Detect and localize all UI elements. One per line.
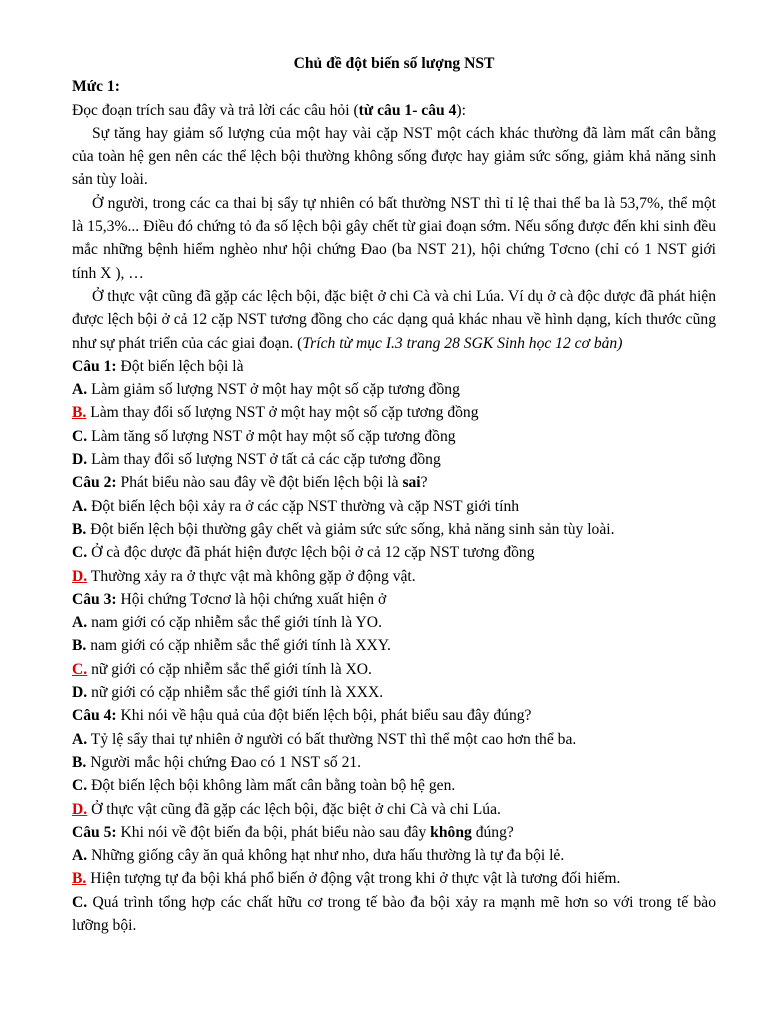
correct-answer-marker: D. <box>72 800 88 818</box>
instructions: Đọc đoạn trích sau đây và trả lời các câu hỏi (từ câu 1- câu 4): <box>72 101 466 119</box>
q5-option-a: A. Những giống cây ăn quả không hạt như nho, dưa hấu thường là tự đa bội lẻ. <box>72 847 565 865</box>
passage-paragraph-1: Sự tăng hay giảm số lượng của một hay vài cặp NST một cách khác thường đã làm mất cân bằng của toàn hệ gen nên các thể lệch bội thường không sống được hay giảm sức sống, giảm khả năng sinh sản tùy loài. <box>72 124 716 189</box>
q4-option-d: D. Ở thực vật cũng đã gặp các lệch bội, đặc biệt ở chi Cà và chi Lúa. <box>72 800 501 818</box>
q2-option-d: D. Thường xảy ra ở thực vật mà không gặp ở động vật. <box>72 567 416 585</box>
passage-paragraph-3: Ở thực vật cũng đã gặp các lệch bội, đặc biệt ở chi Cà và chi Lúa. Ví dụ ở cà độc dược đã phát hiện được lệch bội ở cả 12 cặp NST tương đồng cho các dạng quả khác nhau về hình dạng, kích thước cũng như sự phát triển của các giai đoạn. (Trích từ mục I.3 trang 28 SGK Sinh học 12 cơ bản) <box>72 287 716 352</box>
q2-option-a: A. Đột biến lệch bội xảy ra ở các cặp NST thường và cặp NST giới tính <box>72 497 520 515</box>
q3-option-d: D. nữ giới có cặp nhiễm sắc thể giới tính là XXX. <box>72 684 384 702</box>
q2-option-b: B. Đột biến lệch bội thường gây chết và giảm sức sức sống, khả năng sinh sản tùy loài. <box>72 520 615 538</box>
passage-paragraph-2: Ở người, trong các ca thai bị sẩy tự nhiên có bất thường NST thì tỉ lệ thai thể ba là 53,7%, thể một là 15,3%... Điều đó chứng tỏ đa số lệch bội gây chết từ giai đoạn sớm. Nếu sống được đến khi sinh đều mắc những bệnh hiểm nghèo như hội chứng Đao (ba NST 21), hội chứng Tơcno (chỉ có 1 NST giới tính X ), … <box>72 194 716 282</box>
q5-option-b: B. Hiện tượng tự đa bội khá phổ biến ở động vật trong khi ở thực vật là tương đối hiếm. <box>72 870 621 888</box>
q3-option-b: B. nam giới có cặp nhiễm sắc thể giới tính là XXY. <box>72 637 391 655</box>
correct-answer-marker: B. <box>72 870 87 888</box>
q3-option-a: A. nam giới có cặp nhiễm sắc thể giới tính là YO. <box>72 614 382 632</box>
q2-option-c: C. Ở cà độc dược đã phát hiện được lệch bội ở cả 12 cặp NST tương đồng <box>72 544 535 562</box>
question-5: Câu 5: Khi nói về đột biến đa bội, phát biểu nào sau đây không đúng? <box>72 823 514 841</box>
q4-option-b: B. Người mắc hội chứng Đao có 1 NST số 21. <box>72 753 362 771</box>
question-4: Câu 4: Khi nói về hậu quả của đột biến lệch bội, phát biểu sau đây đúng? <box>72 707 532 725</box>
question-3: Câu 3: Hội chứng Tơcnơ là hội chứng xuất hiện ở <box>72 590 387 608</box>
source-citation: Trích từ mục I.3 trang 28 SGK Sinh học 12 cơ bản) <box>302 334 623 352</box>
q1-option-b: B. Làm thay đổi số lượng NST ở một hay một số cặp tương đồng <box>72 404 479 422</box>
question-1: Câu 1: Đột biến lệch bội là <box>72 357 244 375</box>
q1-option-d: D. Làm thay đổi số lượng NST ở tất cả các cặp tương đồng <box>72 451 441 469</box>
question-2: Câu 2: Phát biểu nào sau đây về đột biến lệch bội là sai? <box>72 474 428 492</box>
q5-option-c: C. Quá trình tổng hợp các chất hữu cơ trong tế bào đa bội xảy ra mạnh mẽ hơn so với trong tế bào lưỡng bội. <box>72 893 716 934</box>
q4-option-c: C. Đột biến lệch bội không làm mất cân bằng toàn bộ hệ gen. <box>72 777 456 795</box>
document-title: Chủ đề đột biến số lượng NST <box>293 55 495 72</box>
level-heading: Mức 1: <box>72 78 120 96</box>
correct-answer-marker: D. <box>72 567 88 585</box>
q1-option-a: A. Làm giảm số lượng NST ở một hay một số cặp tương đồng <box>72 381 460 399</box>
q3-option-c: C. nữ giới có cặp nhiễm sắc thể giới tính là XO. <box>72 660 372 678</box>
q4-option-a: A. Tỷ lệ sẩy thai tự nhiên ở người có bất thường NST thì thể một cao hơn thể ba. <box>72 730 577 748</box>
document-page <box>72 52 716 937</box>
q1-option-c: C. Làm tăng số lượng NST ở một hay một số cặp tương đồng <box>72 427 456 445</box>
correct-answer-marker: C. <box>72 660 88 678</box>
correct-answer-marker: B. <box>72 404 87 422</box>
